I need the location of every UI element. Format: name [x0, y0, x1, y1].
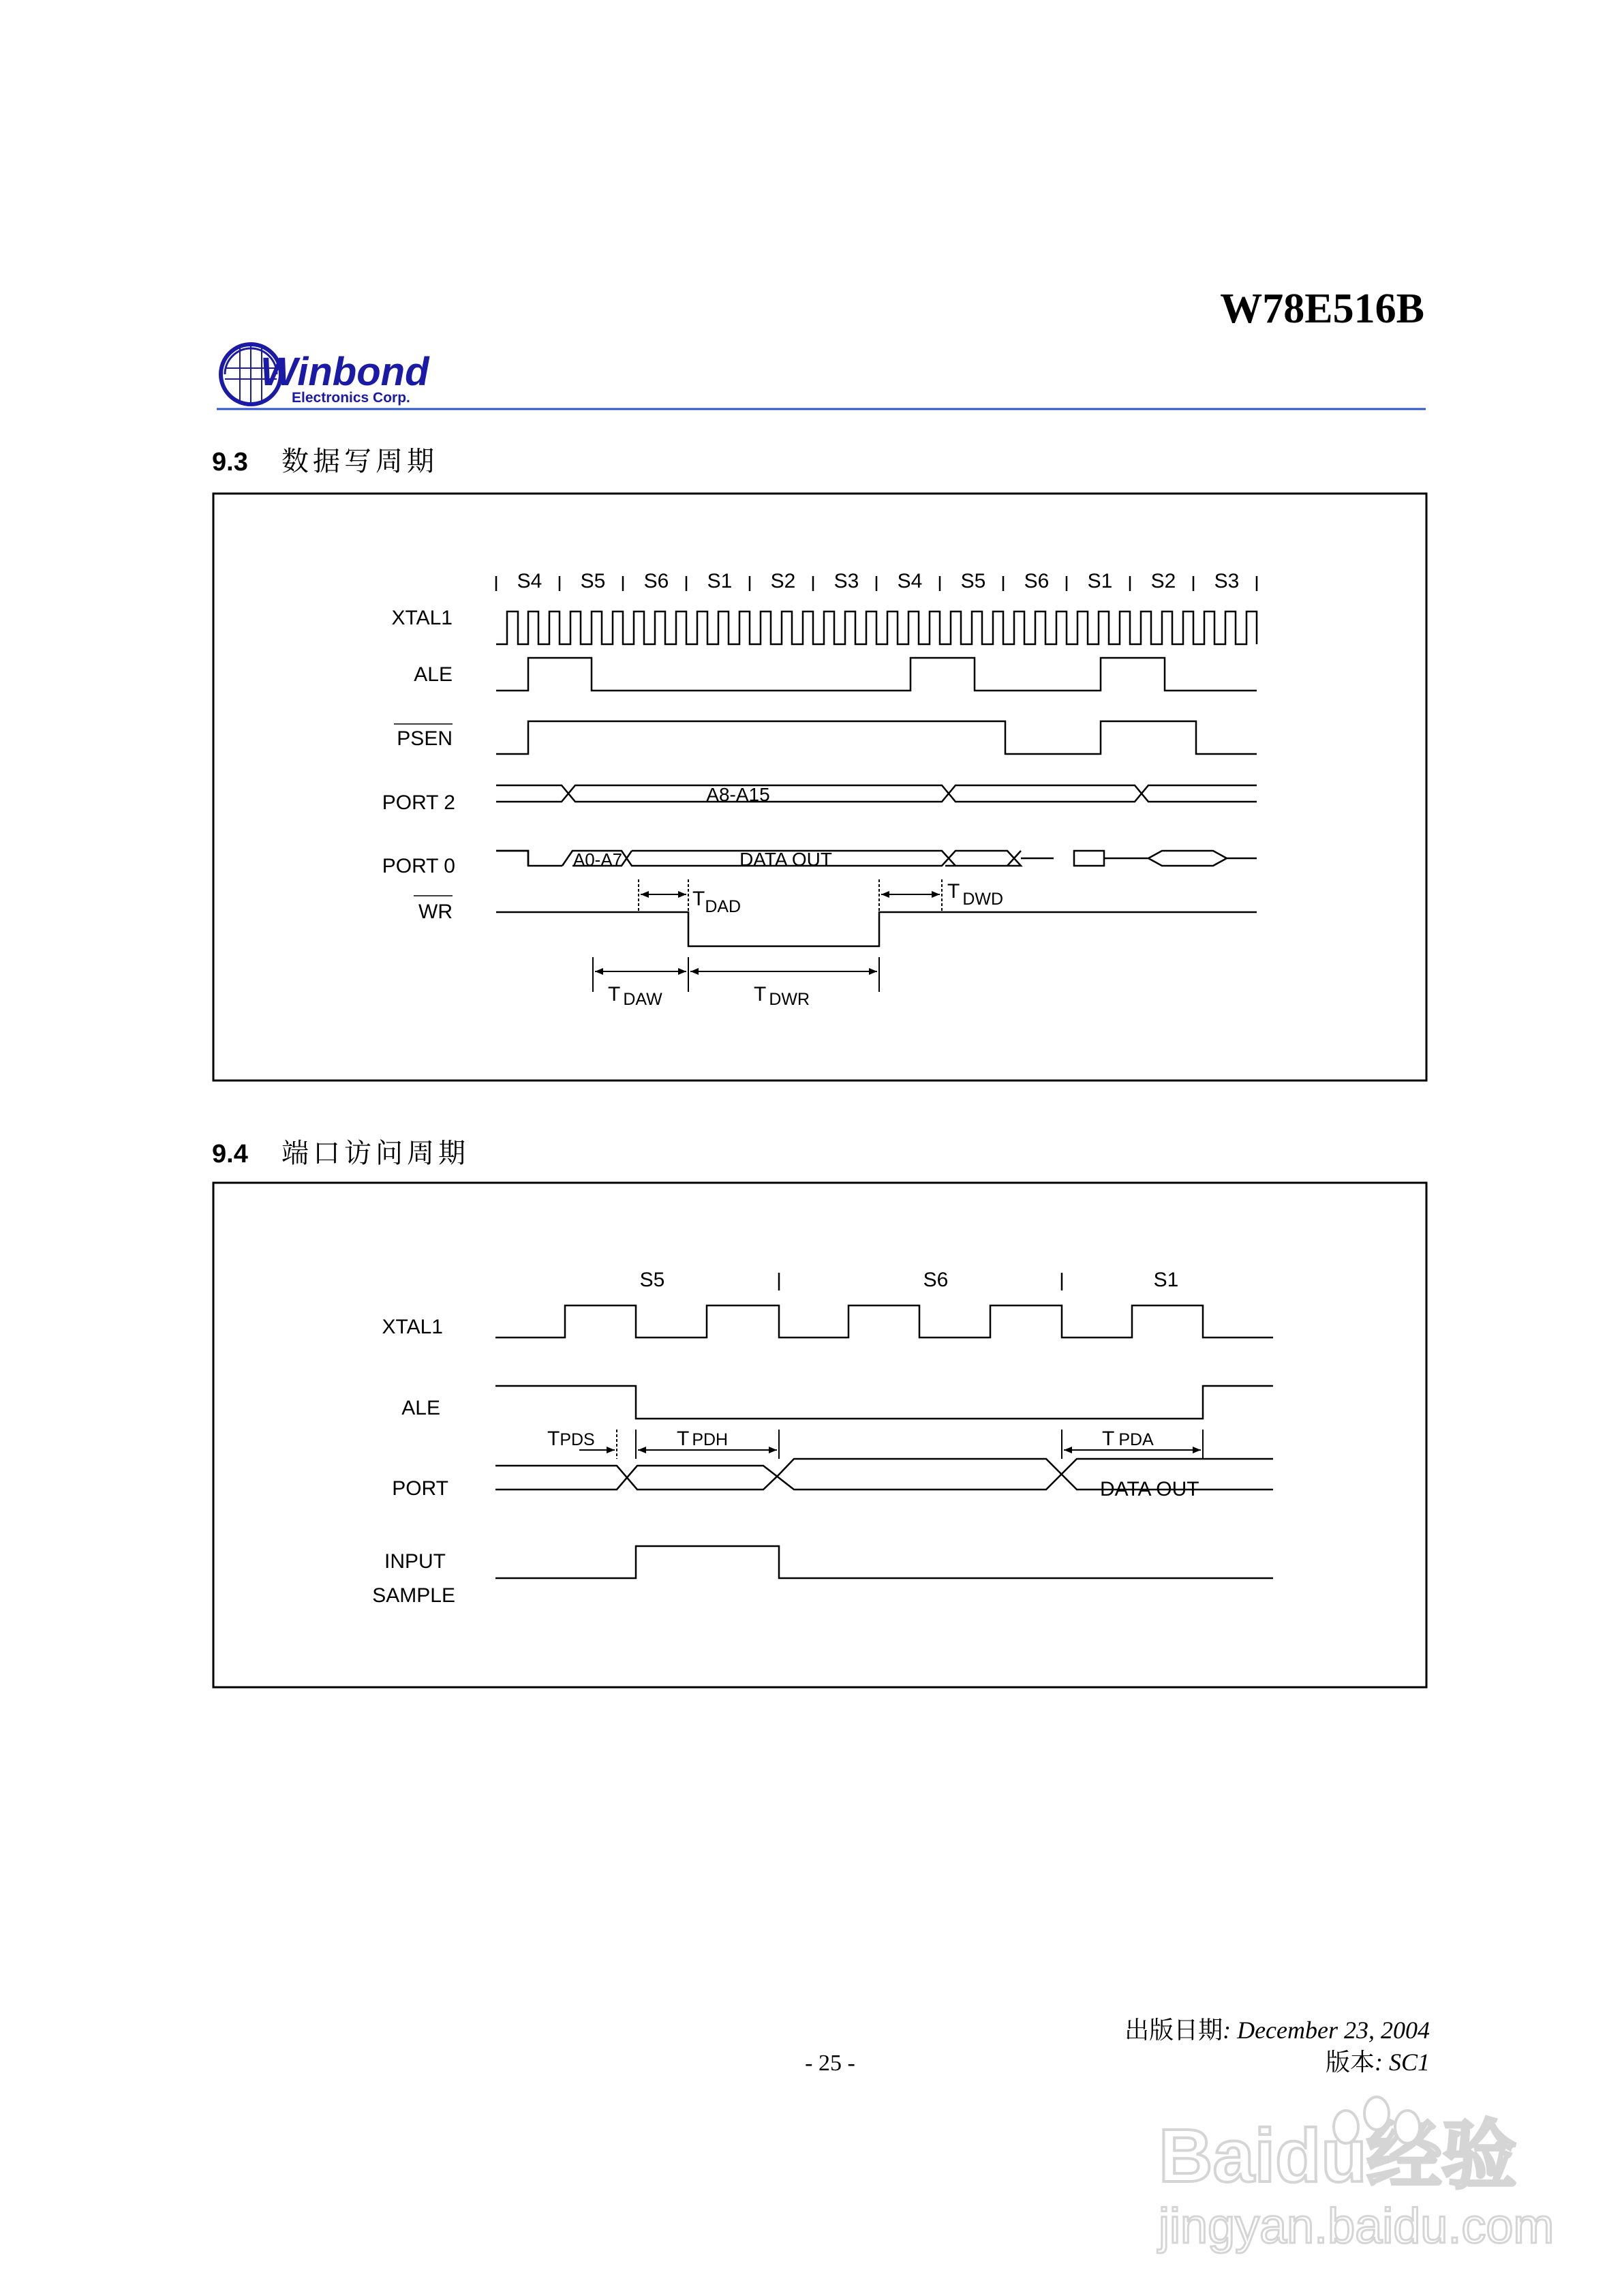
signal-ale: ALE: [401, 1397, 440, 1419]
logo-brand: Winbond: [260, 350, 429, 394]
signal-input: INPUT: [384, 1550, 446, 1573]
signal-wr: WR: [418, 901, 453, 923]
port-access-signal-labels: [372, 1316, 455, 1607]
signal-sample: SAMPLE: [372, 1584, 455, 1607]
signal-ale: ALE: [414, 663, 453, 686]
signal-port0: PORT 0: [382, 855, 455, 877]
section-94-title: 端口访问周期: [281, 1138, 470, 1168]
port-access-state-labels: [640, 1269, 1179, 1291]
bus-label-data-out: DATA OUT: [739, 849, 832, 870]
document-title: W78E516B: [1220, 286, 1424, 332]
section-93-title: 数据写周期: [281, 447, 438, 477]
state-label: S5: [580, 570, 606, 592]
state-label: S1: [1087, 570, 1113, 592]
xtal1-wave: [495, 1305, 1273, 1338]
signal-xtal1: XTAL1: [391, 607, 453, 629]
signal-psen: PSEN: [397, 727, 453, 750]
state-label: S5: [960, 570, 986, 592]
state-label: S1: [1153, 1269, 1179, 1291]
psen-wave: [496, 721, 1257, 754]
watermark-brand: Baidu经验: [1159, 2114, 1517, 2198]
timing-tdad: $T_{DAD}$: [692, 888, 741, 916]
watermark-url: jingyan.baidu.com: [1159, 2199, 1555, 2254]
version: 版本: SC1: [1325, 2049, 1430, 2076]
state-label: S5: [639, 1269, 665, 1291]
xtal1-wave: [496, 611, 1257, 644]
section-93-frame: [213, 494, 1426, 1081]
write-cycle-timing-labels: [608, 880, 1003, 1009]
timing-tdaw: T $_{DAW}$: [608, 983, 662, 1009]
write-cycle-bus-labels: [573, 784, 832, 870]
signal-port2: PORT 2: [382, 791, 455, 814]
timing-tpda: T PDA: [1102, 1428, 1154, 1450]
section-93-number: 9.3: [212, 448, 248, 477]
state-label: S6: [923, 1269, 949, 1291]
state-label: S2: [770, 570, 796, 592]
state-label: S3: [1214, 570, 1240, 592]
timing-tpds: TPDS: [547, 1428, 595, 1450]
bus-label-a8-a15: A8-A15: [706, 784, 770, 805]
state-label: S1: [707, 570, 733, 592]
signal-port: PORT: [392, 1477, 448, 1500]
section-94-frame: [213, 1183, 1426, 1687]
write-cycle-state-labels: [517, 570, 1240, 592]
section-94-number: 9.4: [212, 1140, 248, 1168]
port-access-diagram: [495, 1273, 1273, 1578]
baidu-watermark: [1157, 2097, 1554, 2254]
page-number: - 25 -: [805, 2051, 855, 2076]
timing-tdwd: T $_{DWD}$: [947, 880, 1004, 909]
wr-wave: [496, 912, 1257, 946]
state-label: S6: [643, 570, 669, 592]
write-cycle-diagram: [391, 576, 1257, 992]
bus-label-a0-a7: A0-A7: [572, 849, 623, 870]
winbond-logo: [221, 344, 430, 406]
bus-label-data-out: DATA OUT: [1100, 1478, 1199, 1500]
signal-xtal1: XTAL1: [382, 1316, 443, 1338]
logo-subtitle: Electronics Corp.: [292, 390, 410, 406]
ale-wave: [495, 1386, 1273, 1419]
timing-tpdh: T PDH: [677, 1428, 729, 1450]
input-sample-wave: [495, 1546, 1273, 1578]
state-label: S2: [1150, 570, 1176, 592]
ale-wave: [496, 658, 1257, 691]
write-cycle-signal-labels: [382, 607, 455, 923]
timing-tdwr: T $_{DWR}$: [754, 983, 810, 1009]
publish-date: 出版日期: December 23, 2004: [1124, 2016, 1430, 2044]
state-dividers: [779, 1273, 1062, 1290]
state-label: S6: [1024, 570, 1050, 592]
state-label: S4: [897, 570, 923, 592]
port2-bus: [496, 785, 1257, 802]
state-label: S4: [517, 570, 542, 592]
port-access-timing-labels: [547, 1428, 1154, 1450]
write-timing-arrowheads: [595, 891, 940, 975]
state-label: S3: [833, 570, 859, 592]
state-dividers: [496, 576, 1257, 591]
